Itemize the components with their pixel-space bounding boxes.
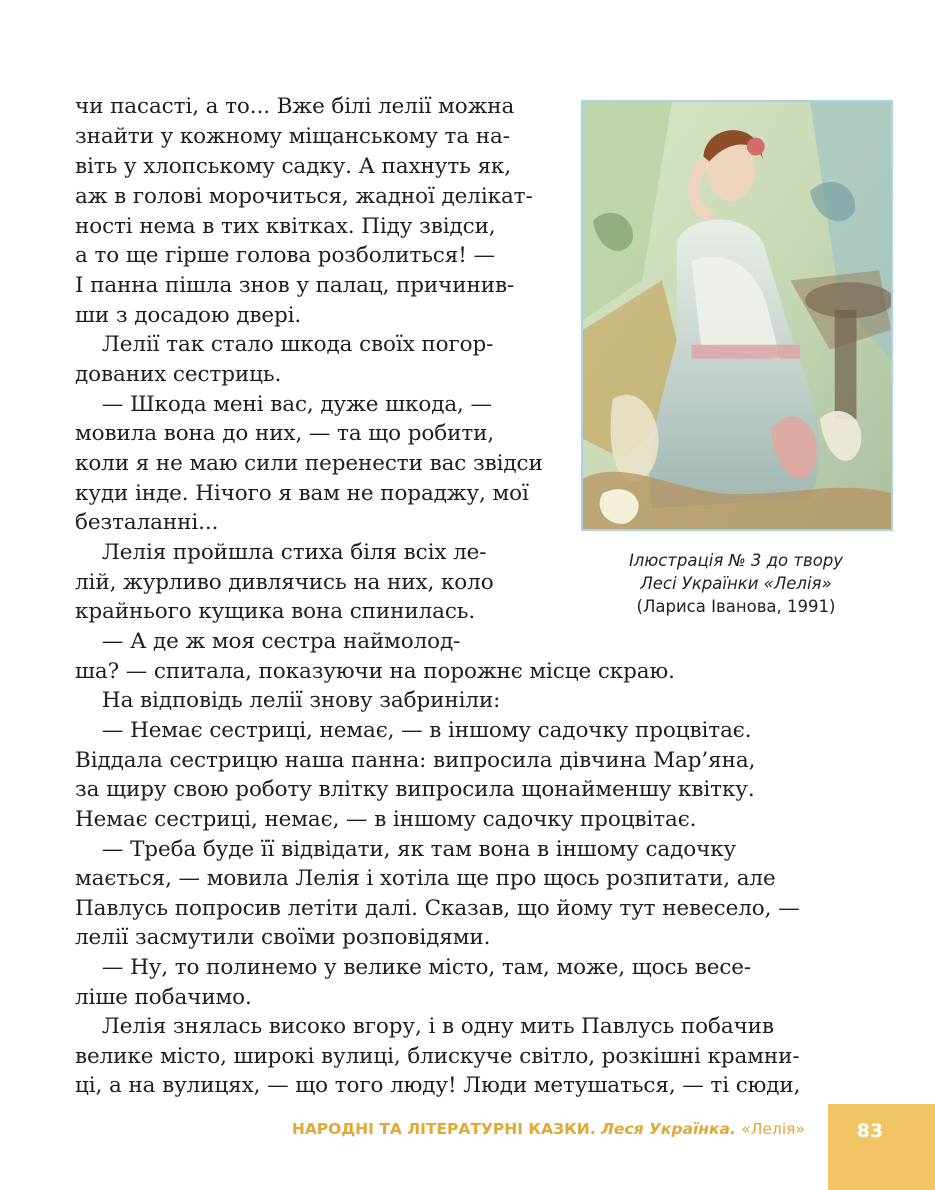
text-line: — Ну, то полинемо у велике місто, там, може, щось весе- [75, 955, 752, 980]
footer-section: НАРОДНІ ТА ЛІТЕРАТУРНІ КАЗКИ. [291, 1120, 596, 1138]
text-line: дованих сестриць. [75, 362, 282, 387]
text-line: Лелія знялась високо вгору, і в одну мить Павлусь побачив [75, 1014, 774, 1039]
text-line: лій, журливо дивлячись на них, коло [75, 570, 494, 595]
text-line: лелії засмутили своїми розповідями. [75, 925, 491, 950]
text-line: за щиру свою роботу влітку випросила щонайменшу квітку. [75, 777, 755, 802]
page-number-tab [828, 1104, 935, 1190]
figure-caption [586, 549, 886, 618]
text-line: — А де ж моя сестра наймолод- [75, 629, 461, 654]
text-line: — Немає сестриці, немає, — в іншому садочку процвітає. [75, 718, 752, 743]
text-line: мовила вона до них, — та що робити, [75, 421, 495, 446]
text-line: ності нема в тих квітках. Піду звідси, [75, 214, 496, 239]
text-line: Немає сестриці, немає, — в іншому садочку процвітає. [75, 807, 697, 832]
text-line: ши з досадою двері. [75, 303, 302, 328]
text-line: куди інде. Нічого я вам не пораджу, мої [75, 481, 529, 506]
text-line: Віддала сестрицю наша панна: випросила дівчина Мар’яна, [75, 748, 756, 773]
text-line: а то ще гірше голова розболиться! — [75, 243, 495, 268]
footer-author: Леся Українка. [601, 1120, 736, 1138]
text-line: На відповідь лелії знову забриніли: [75, 688, 501, 713]
text-line: аж в голові морочиться, жадної делікат- [75, 184, 533, 209]
text-line: віть у хлопському садку. А пахнуть як, [75, 154, 511, 179]
text-line: Павлусь попросив летіти далі. Сказав, що йому тут невесело, — [75, 896, 800, 921]
text-line: — Треба буде її відвідати, як там вона в іншому садочку [75, 837, 737, 862]
caption-line: Лесі Українки «Лелія» [640, 574, 832, 593]
illustration [581, 100, 893, 531]
text-line: крайнього кущика вона спинилась. [75, 599, 476, 624]
text-line: — Шкода мені вас, дуже шкода, — [75, 392, 492, 417]
text-line: ліше побачимо. [75, 985, 252, 1010]
text-line: Лелія пройшла стиха біля всіх ле- [75, 540, 487, 565]
caption-line: Ілюстрація № 3 до твору [628, 551, 844, 570]
text-line: І панна пішла знов у палац, причинив- [75, 273, 515, 298]
text-line: мається, — мовила Лелія і хотіла ще про щось розпитати, але [75, 866, 776, 891]
footer-work: «Лелія» [741, 1120, 805, 1138]
running-footer [292, 1120, 805, 1138]
text-line: Лелії так стало шкода своїх погор- [75, 332, 494, 357]
text-line: коли я не маю сили перенести вас звідси [75, 451, 543, 476]
text-line: знайти у кожному міщанському та на- [75, 124, 510, 149]
text-line: ша? — спитала, показуючи на порожнє місце скраю. [75, 659, 675, 684]
text-line: безталанні... [75, 510, 219, 535]
illustration-painting [583, 102, 891, 529]
page-number: 83 [856, 1120, 884, 1142]
caption-line: (Лариса Іванова, 1991) [636, 597, 836, 616]
text-line: велике місто, широкі вулиці, блискуче світло, розкішні крамни- [75, 1044, 800, 1069]
text-line: чи пасасті, а то... Вже білі лелії можна [75, 94, 515, 119]
text-line: ці, а на вулицях, — що того люду! Люди метушаться, — ті сюди, [75, 1073, 801, 1098]
